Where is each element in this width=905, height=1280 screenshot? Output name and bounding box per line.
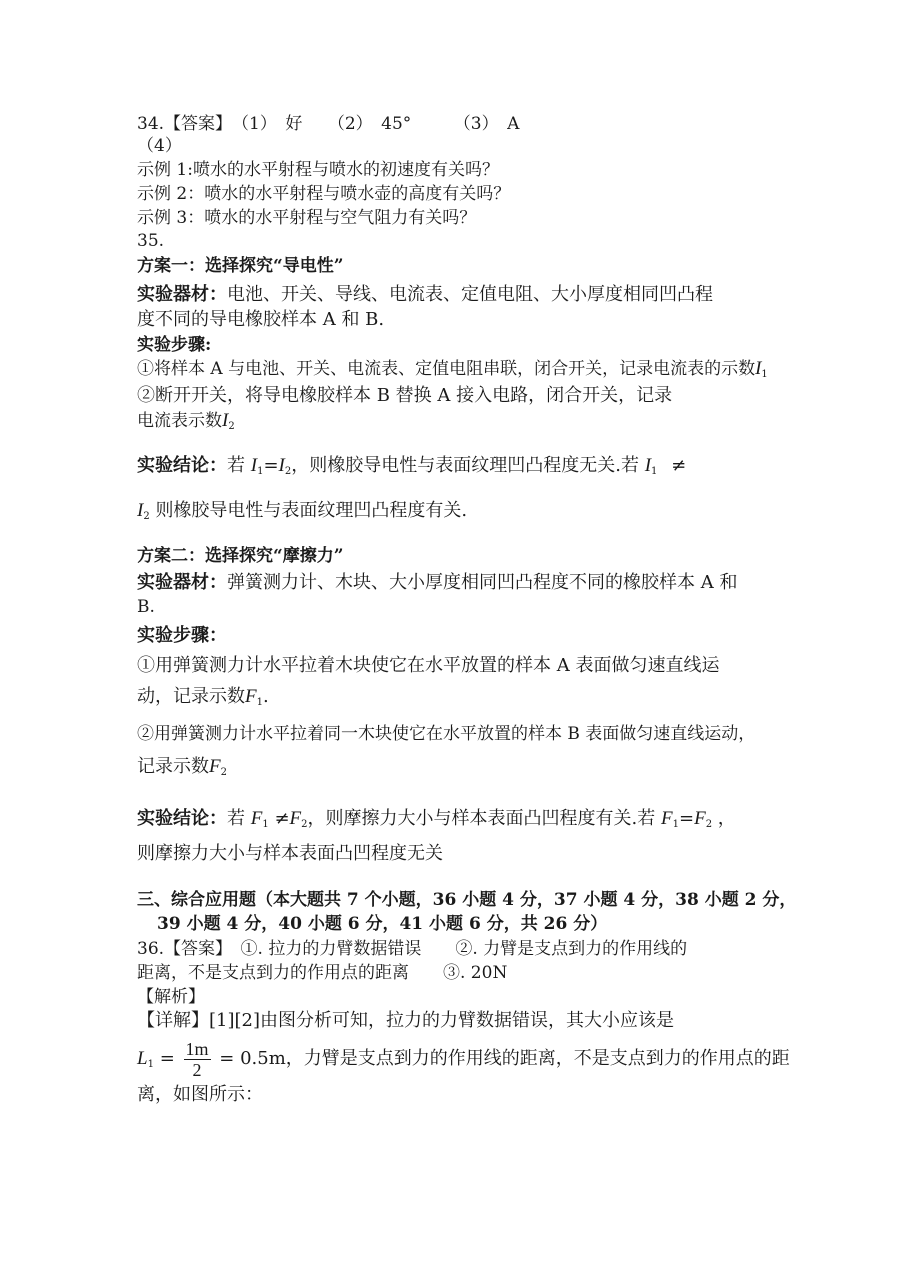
sub-2-b: 2 xyxy=(143,511,150,522)
plan2-title: 方案二：选择探究“摩擦力” xyxy=(137,546,344,566)
not-equal-sign-2: ≠ xyxy=(274,808,290,829)
not-equal-sign: ≠ xyxy=(671,455,687,476)
plan2-step1-line1: ①用弹簧测力计水平拉着木块使它在水平放置的样本 A 表面做匀速直线运 xyxy=(137,655,720,676)
plan1-step2-line1: ②断开开关，将导电橡胶样本 B 替换 A 接入电路，闭合开关，记录 xyxy=(137,385,673,406)
period: . xyxy=(262,686,269,707)
plan1-step1 xyxy=(137,358,768,386)
plan1-steps-label: 实验步骤: xyxy=(137,335,212,355)
plan1-step2-sub: 2 xyxy=(228,421,235,432)
sub-F2-c: 2 xyxy=(705,819,713,830)
q34-example-2: 示例 2：喷水的水平射程与喷水壶的高度有关吗？ xyxy=(137,184,511,204)
var-F1: F xyxy=(245,686,257,707)
plan1-conclusion-if: 若 xyxy=(227,455,245,476)
plan2-equipment-line1 xyxy=(137,572,737,594)
sub-F1-c: 1 xyxy=(672,819,679,830)
q34-part4-label: （4） xyxy=(137,136,182,156)
q34-answer-line: 34.【答案】 （1） 好 （2） 45° （3） A xyxy=(137,114,520,134)
fraction-denominator: 2 xyxy=(192,1059,202,1080)
var-F1-c: F xyxy=(661,808,673,829)
plan2-conclusion-line2: 则摩擦力大小与样本表面凸凹程度无关 xyxy=(137,843,443,864)
q36-detail-line2-text: ，力臂是支点到力的作用线的距离，不是支点到力的作用点的距 xyxy=(285,1048,790,1069)
q34-example-3: 示例 3：喷水的水平射程与空气阻力有关吗？ xyxy=(137,208,477,228)
sub-F2-b: 2 xyxy=(301,819,308,830)
sub-L1: 1 xyxy=(147,1059,154,1070)
plan1-step1-var: I xyxy=(755,358,762,379)
q36-analysis-label: 【解析】 xyxy=(137,987,205,1007)
formula-equals: = xyxy=(159,1048,175,1069)
q36-detail-line1: 【详解】[1][2]由图分析可知，拉力的力臂数据错误，其大小应该是 xyxy=(137,1010,674,1031)
plan1-step2-var: I xyxy=(222,410,229,431)
sub-F1: 1 xyxy=(256,697,263,708)
sub-F1-b: 1 xyxy=(262,819,269,830)
q36-answer-line1: 36.【答案】 ①. 拉力的力臂数据错误 ②. 力臂是支点到力的作用线的 xyxy=(137,939,688,959)
plan2-step1-text: 动，记录示数 xyxy=(137,686,245,707)
var-F2-c: F xyxy=(694,808,706,829)
var-F1-b: F xyxy=(250,808,263,829)
fraction xyxy=(184,1039,211,1080)
var-I2-b: I xyxy=(137,500,144,521)
q36-formula-line xyxy=(137,1036,790,1088)
equals-sign: = xyxy=(263,455,279,476)
plan1-step2-text: 电流表示数 xyxy=(137,411,222,431)
sub-1: 1 xyxy=(257,466,264,477)
plan1-step1-text: ①将样本 A 与电池、开关、电流表、定值电阻串联，闭合开关，记录电流表的示数 xyxy=(137,359,756,379)
plan1-conclusion-label: 实验结论： xyxy=(137,455,227,476)
plan2-conclusion-if2: 若 xyxy=(637,808,656,829)
plan1-step2-line2 xyxy=(137,410,235,438)
plan2-step2-line2 xyxy=(137,756,227,784)
plan2-equipment-line2: B. xyxy=(137,597,155,617)
plan2-equipment-label: 实验器材： xyxy=(137,572,227,593)
plan1-equipment-line1 xyxy=(137,284,713,306)
plan1-step1-sub: 1 xyxy=(761,369,768,380)
plan1-title: 方案一：选择探究“导电性” xyxy=(137,256,344,276)
formula-result: = 0.5m xyxy=(219,1048,286,1069)
plan2-conclusion-line1 xyxy=(137,808,736,836)
sub-2: 2 xyxy=(284,466,292,477)
q35-number: 35. xyxy=(137,231,165,251)
plan2-step2-text: 记录示数 xyxy=(137,756,209,777)
plan2-conclusion-label: 实验结论： xyxy=(137,808,227,829)
sub-F2: 2 xyxy=(220,767,227,778)
plan1-equipment-label: 实验器材： xyxy=(137,284,227,305)
comma: ， xyxy=(717,808,736,829)
plan2-equipment-text: 弹簧测力计、木块、大小厚度相同凹凸程度不同的橡胶样本 A 和 xyxy=(227,572,738,593)
plan2-steps-label: 实验步骤： xyxy=(137,625,227,646)
q36-answer-line2: 距离，不是支点到力的作用点的距离 ③. 20N xyxy=(137,963,508,983)
plan2-conclusion-text: ，则摩擦力大小与样本表面凸凹程度有关. xyxy=(307,808,638,829)
plan1-equipment-text: 电池、开关、导线、电流表、定值电阻、大小厚度相同凹凸程 xyxy=(227,284,713,305)
plan1-conclusion-text: ，则橡胶导电性与表面纹理凹凸程度无关. xyxy=(291,455,621,476)
fraction-numerator: 1m xyxy=(185,1038,209,1059)
plan2-conclusion-if: 若 xyxy=(227,808,245,829)
sub-1-b: 1 xyxy=(651,466,658,477)
var-F2: F xyxy=(209,756,221,777)
q34-example-1: 示例 1:喷水的水平射程与喷水的初速度有关吗？ xyxy=(137,160,499,180)
var-F2-b: F xyxy=(289,808,302,829)
plan1-equipment-line2: 度不同的导电橡胶样本 A 和 B. xyxy=(137,309,385,330)
plan1-conclusion-line2 xyxy=(137,500,467,528)
var-L1: L xyxy=(137,1048,148,1069)
var-I1-b: I xyxy=(644,455,652,476)
plan2-step1-line2 xyxy=(137,686,269,714)
q36-detail-line3: 离，如图所示： xyxy=(137,1084,263,1105)
plan1-conclusion-if2: 若 xyxy=(620,455,639,476)
var-I1: I xyxy=(250,455,258,476)
plan1-conclusion-line1 xyxy=(137,455,686,483)
equals-sign-2: = xyxy=(678,808,695,829)
section3-heading-line1: 三、综合应用题（本大题共 7 个小题，36 小题 4 分，37 小题 4 分，38 小题 2 分， xyxy=(137,890,797,910)
plan1-conclusion-text2: 则橡胶导电性与表面纹理凹凸程度有关. xyxy=(155,500,468,521)
plan2-step2-line1: ②用弹簧测力计水平拉着同一木块使它在水平放置的样本 B 表面做匀速直线运动， xyxy=(137,724,756,744)
var-I2: I xyxy=(278,455,285,476)
section3-heading-line2: 39 小题 4 分，40 小题 6 分，41 小题 6 分，共 26 分） xyxy=(157,914,608,934)
